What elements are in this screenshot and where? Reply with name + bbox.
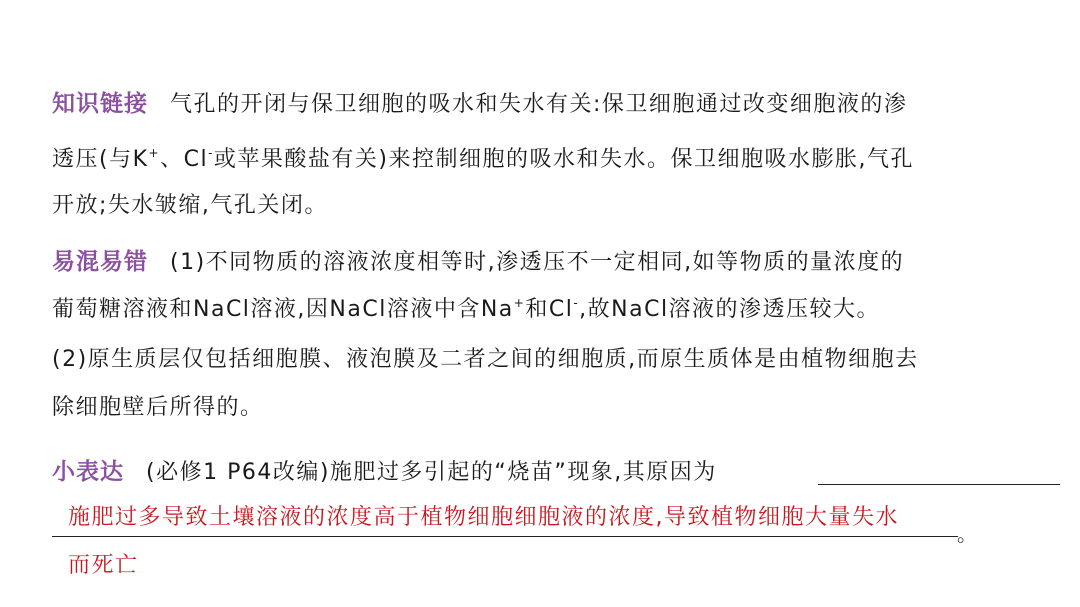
knowledge-link-line-1 xyxy=(52,84,907,125)
answer-line-2 xyxy=(68,546,139,586)
knowledge-link-tag: 知识链接 xyxy=(52,91,148,117)
na-ion-charge: + xyxy=(513,296,526,310)
answer-line-1 xyxy=(68,498,899,538)
answer-period: 。 xyxy=(957,522,979,546)
knowledge-link-text-3: 开放;失水皱缩,气孔关闭。 xyxy=(52,193,328,218)
knowledge-link-line-3 xyxy=(52,186,328,226)
expression-tag: 小表达 xyxy=(52,459,124,485)
k-ion-charge: + xyxy=(148,146,161,160)
confusion-line-1 xyxy=(52,242,904,283)
knowledge-link-text-2a: 透压(与K xyxy=(52,147,149,172)
answer-text-2: 而死亡 xyxy=(68,553,139,578)
confusion-line-2 xyxy=(52,290,880,330)
answer-text-1: 施肥过多导致土壤溶液的浓度高于植物细胞细胞液的浓度,导致植物细胞大量失水 xyxy=(68,505,899,530)
answer-blank-line-2 xyxy=(52,536,958,537)
cl-ion-charge-2: - xyxy=(573,296,580,310)
knowledge-link-line-2 xyxy=(52,140,914,180)
confusion-line-4 xyxy=(52,388,264,428)
answer-blank-line-1 xyxy=(818,484,1060,485)
knowledge-link-text-2b: 、Cl xyxy=(160,147,209,172)
expression-line-1 xyxy=(52,452,717,493)
confusion-text-3: (2)原生质层仅包括细胞膜、液泡膜及二者之间的细胞质,而原生质体是由植物细胞去 xyxy=(52,347,919,372)
confusion-tag: 易混易错 xyxy=(52,249,148,275)
knowledge-link-text-1: 气孔的开闭与保卫细胞的吸水和失水有关:保卫细胞通过改变细胞液的渗 xyxy=(170,92,908,117)
expression-question: (必修1 P64改编)施肥过多引起的“烧苗”现象,其原因为 xyxy=(146,460,717,485)
confusion-text-2a: 葡萄糖溶液和NaCl溶液,因NaCl溶液中含Na xyxy=(52,297,514,322)
confusion-text-1: (1)不同物质的溶液浓度相等时,渗透压不一定相同,如等物质的量浓度的 xyxy=(170,250,905,275)
cl-ion-charge: - xyxy=(208,146,214,160)
confusion-text-2c: ,故NaCl溶液的渗透压较大。 xyxy=(579,297,881,322)
confusion-line-3 xyxy=(52,340,919,380)
confusion-text-2b: 和Cl xyxy=(525,297,574,322)
answer-end-punct xyxy=(957,514,979,554)
knowledge-link-text-2c: 或苹果酸盐有关)来控制细胞的吸水和失水。保卫细胞吸水膨胀,气孔 xyxy=(213,147,914,172)
confusion-text-4: 除细胞壁后所得的。 xyxy=(52,395,264,420)
